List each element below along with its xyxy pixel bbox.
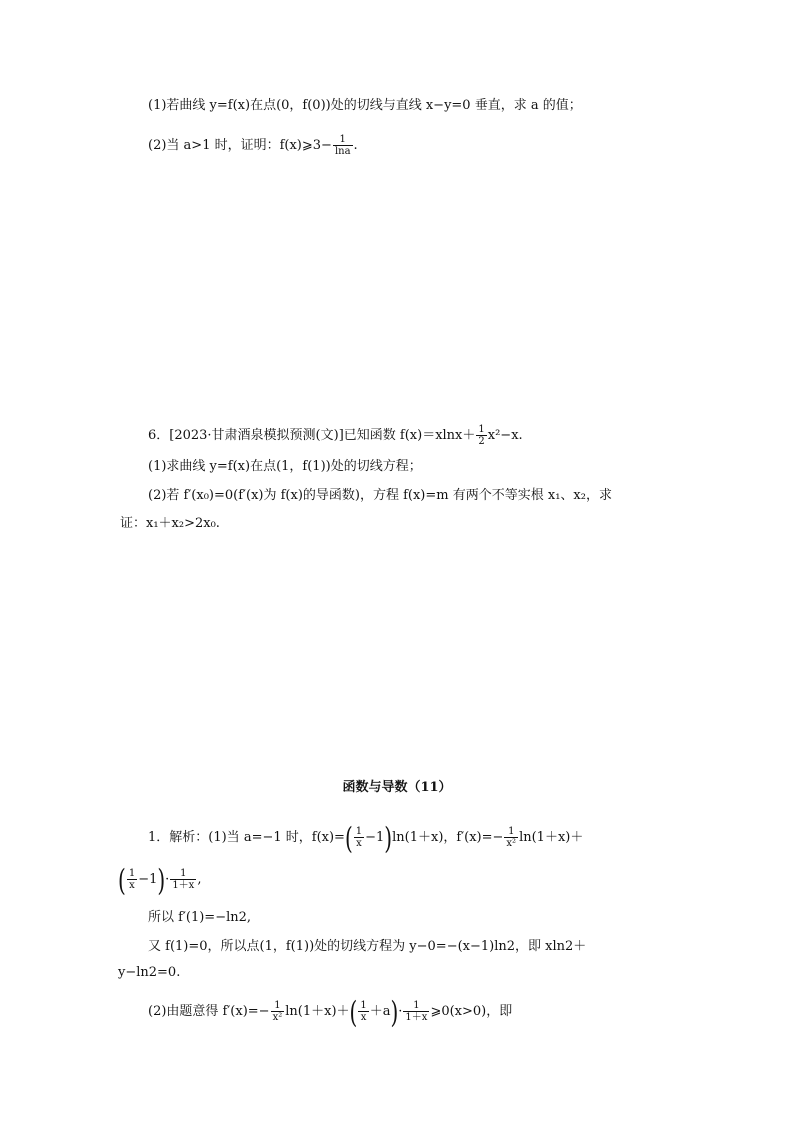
solution1-line1: 1．解析：(1)当 a=−1 时，f(x)=( $\frac{1}{x}$ −1)ln(1＋x)，f′(x)=− $\frac{1}{\text{x²}}$ ln(1＋x)＋ — [148, 819, 584, 856]
problem6-part2: (2)若 f′(x₀)=0(f′(x)为 f(x)的导函数)，方程 f(x)=m 有两个不等实根 x₁、x₂，求 — [148, 488, 612, 503]
solution1-line2: ( $\frac{1}{x}$ −1)· $\frac{1}{1+x}$ , — [118, 861, 202, 898]
problem6-part2-cont: 证：x₁＋x₂>2x₀. — [120, 516, 220, 531]
fraction: $\frac{1}{2}$ — [478, 424, 485, 447]
problem5-part2: (2)当 a>1 时，证明：f(x)⩾3− $\frac{1}{\ln a}$ . — [148, 134, 358, 157]
solution1-line5: y−ln2=0. — [118, 965, 181, 980]
solution1-line3: 所以 f′(1)=−ln2, — [148, 910, 252, 925]
problem6-stem: 6．[2023·甘肃酒泉模拟预测(文)]已知函数 f(x)＝xlnx＋ $\frac{1}{2}$ x²−x. — [148, 424, 523, 447]
fraction: $\frac{1}{1+x}$ — [405, 1000, 428, 1023]
problem6-part1: (1)求曲线 y=f(x)在点(1，f(1))处的切线方程； — [148, 459, 422, 474]
fraction: $\frac{1}{\text{x²}}$ — [272, 1000, 283, 1023]
solution1-line6: (2)由题意得 f′(x)=− $\frac{1}{\text{x²}}$ ln(1＋x)＋( $\frac{1}{x}$ ＋a)· $\frac{1}{1+x}$ ⩾0(x>0)，即 — [148, 993, 513, 1030]
section-title: 函数与导数（11） — [342, 780, 452, 795]
solution1-line4: 又 f(1)=0，所以点(1，f(1))处的切线方程为 y−0=−(x−1)ln2，即 xln2＋ — [148, 939, 587, 954]
fraction: $\frac{1}{\text{x²}}$ — [506, 826, 517, 849]
fraction: $\frac{1}{x}$ — [360, 1000, 367, 1023]
fraction: $\frac{1}{x}$ — [355, 826, 363, 849]
fraction: $\frac{1}{1+x}$ — [172, 868, 195, 891]
fraction: $\frac{1}{x}$ — [128, 868, 136, 891]
problem5-part1: (1)若曲线 y=f(x)在点(0，f(0))处的切线与直线 x−y=0 垂直，求 a 的值； — [148, 98, 582, 113]
fraction: $\frac{1}{\ln a}$ — [334, 134, 351, 157]
